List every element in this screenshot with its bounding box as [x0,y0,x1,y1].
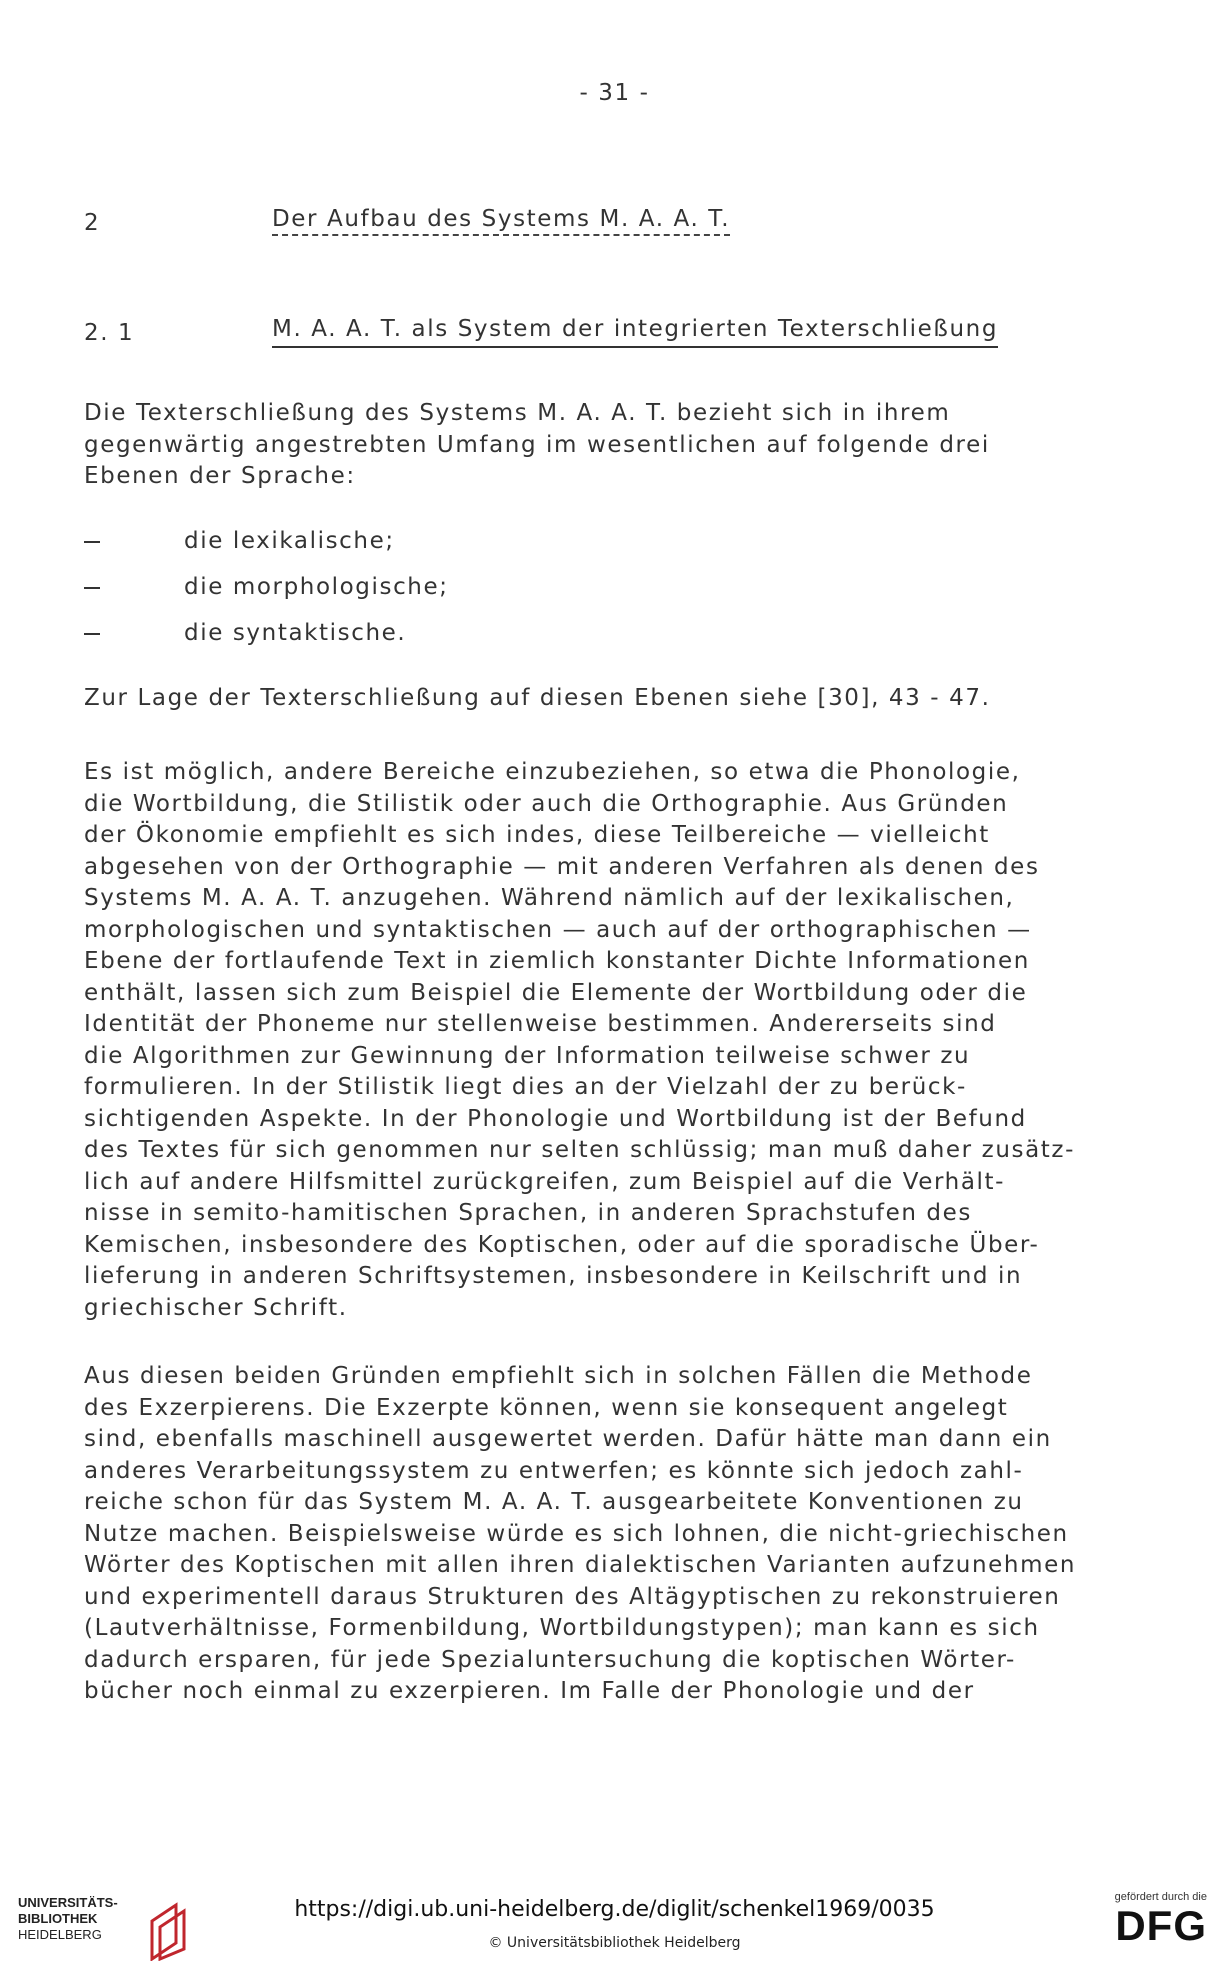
page-url-link[interactable]: https://digi.ub.uni-heidelberg.de/diglit/schenkel1969/0035 [294,1897,935,1922]
section-title [272,206,730,232]
funding-logo [1097,1891,1207,1949]
bullet-text: die morphologische; [184,574,449,600]
text-line: Es ist möglich, andere Bereiche einzubeziehen, so etwa die Phonologie, [84,759,1021,785]
text-line: (Lautverhältnisse, Formenbildung, Wortbildungstypen); man kann es sich [84,1615,1040,1641]
text-line: des Exzerpierens. Die Exzerpte können, wenn sie konsequent angelegt [84,1394,1009,1421]
subsection-title [272,316,998,342]
text-line: anderes Verarbeitungssystem zu entwerfen; es könnte sich jedoch zahl- [84,1457,1024,1484]
section-title-text: Der Aufbau des Systems M. A. A. T. [272,206,730,236]
bullet-item [84,518,784,564]
text-line: Nutze machen. Beispielsweise würde es sich lohnen, die nicht-griechischen [84,1520,1069,1547]
dash-marker [84,587,100,589]
bullet-text: die lexikalische; [184,528,395,554]
text-line: Ebenen der Sprache: [84,463,356,489]
text-line: Aus diesen beiden Gründen empfiehlt sich in solchen Fällen die Methode [84,1363,1033,1389]
bullet-text: die syntaktische. [184,620,407,646]
page-number: - 31 - [579,80,650,106]
text-line: Zur Lage der Texterschließung auf diesen Ebenen siehe [30], 43 - 47. [84,685,991,711]
text-line: und experimentell daraus Strukturen des Altägyptischen zu rekonstruieren [84,1583,1061,1610]
text-line: Wörter des Koptischen mit allen ihren dialektischen Varianten aufzunehmen [84,1552,1077,1578]
text-line: enthält, lassen sich zum Beispiel die Elemente der Wortbildung oder die [84,979,1028,1006]
text-line: Kemischen, insbesondere des Koptischen, oder auf die sporadische Über- [84,1231,1040,1258]
dash-marker [84,633,100,635]
text-line: des Textes für sich genommen nur selten schlüssig; man muß daher zusätz- [84,1137,1075,1163]
reference-line [84,683,1164,715]
text-line: die Wortbildung, die Stilistik oder auch die Orthographie. Aus Gründen [84,790,1009,817]
text-line: abgesehen von der Orthographie — mit anderen Verfahren als denen des [84,853,1040,880]
text-line: lich auf andere Hilfsmittel zurückgreifen, zum Beispiel auf die Verhält- [84,1168,1006,1195]
subsection-title-text: M. A. A. T. als System der integrierten Texterschließung [272,316,998,348]
section-number: 2 [84,210,101,236]
dfg-logo-text: DFG [1115,1902,1207,1949]
library-logo-line: BIBLIOTHEK [18,1911,98,1926]
text-line: Systems M. A. A. T. anzugehen. Während nämlich auf der lexikalischen, [84,885,1015,911]
text-line: griechischer Schrift. [84,1294,348,1321]
text-line: gegenwärtig angestrebten Umfang im wesentlichen auf folgende drei [84,431,990,458]
bullet-item [84,564,784,610]
funding-note: gefördert durch die [1114,1891,1207,1903]
text-line: lieferung in anderen Schriftsystemen, insbesondere in Keilschrift und in [84,1263,1023,1289]
text-line: sind, ebenfalls maschinell ausgewertet werden. Dafür hätte man dann ein [84,1426,1052,1452]
bullet-item [84,610,784,656]
text-line: bücher noch einmal zu exzerpieren. Im Falle der Phonologie und der [84,1678,975,1704]
text-line: dadurch ersparen, für jede Spezialuntersuchung die koptischen Wörter- [84,1646,1016,1673]
text-line: Die Texterschließung des Systems M. A. A. T. bezieht sich in ihrem [84,400,951,426]
dash-marker [84,541,100,543]
paragraph-2 [84,757,1164,1324]
text-line: reiche schon für das System M. A. A. T. ausgearbeitete Konventionen zu [84,1489,1024,1515]
text-line: Identität der Phoneme nur stellenweise bestimmen. Andererseits sind [84,1011,997,1037]
footer-bar [0,1883,1229,1973]
text-line: die Algorithmen zur Gewinnung der Information teilweise schwer zu [84,1042,971,1069]
text-line: morphologischen und syntaktischen — auch auf der orthographischen — [84,916,1032,943]
library-logo-line: HEIDELBERG [18,1927,102,1942]
text-line: sichtigenden Aspekte. In der Phonologie und Wortbildung ist der Befund [84,1105,1027,1132]
text-line: formulieren. In der Stilistik liegt dies an der Vielzahl der zu berück- [84,1074,967,1100]
library-logo-line: UNIVERSITÄTS- [18,1895,118,1910]
subsection-number: 2. 1 [84,320,135,346]
text-line: nisse in semito-hamitischen Sprachen, in anderen Sprachstufen des [84,1200,972,1226]
copyright-notice: © Universitätsbibliothek Heidelberg [488,1935,741,1951]
text-line: der Ökonomie empfiehlt es sich indes, diese Teilbereiche — vielleicht [84,822,990,848]
paragraph-3 [84,1361,1164,1708]
text-line: Ebene der fortlaufende Text in ziemlich konstanter Dichte Informationen [84,948,1030,974]
intro-paragraph [84,398,1164,493]
